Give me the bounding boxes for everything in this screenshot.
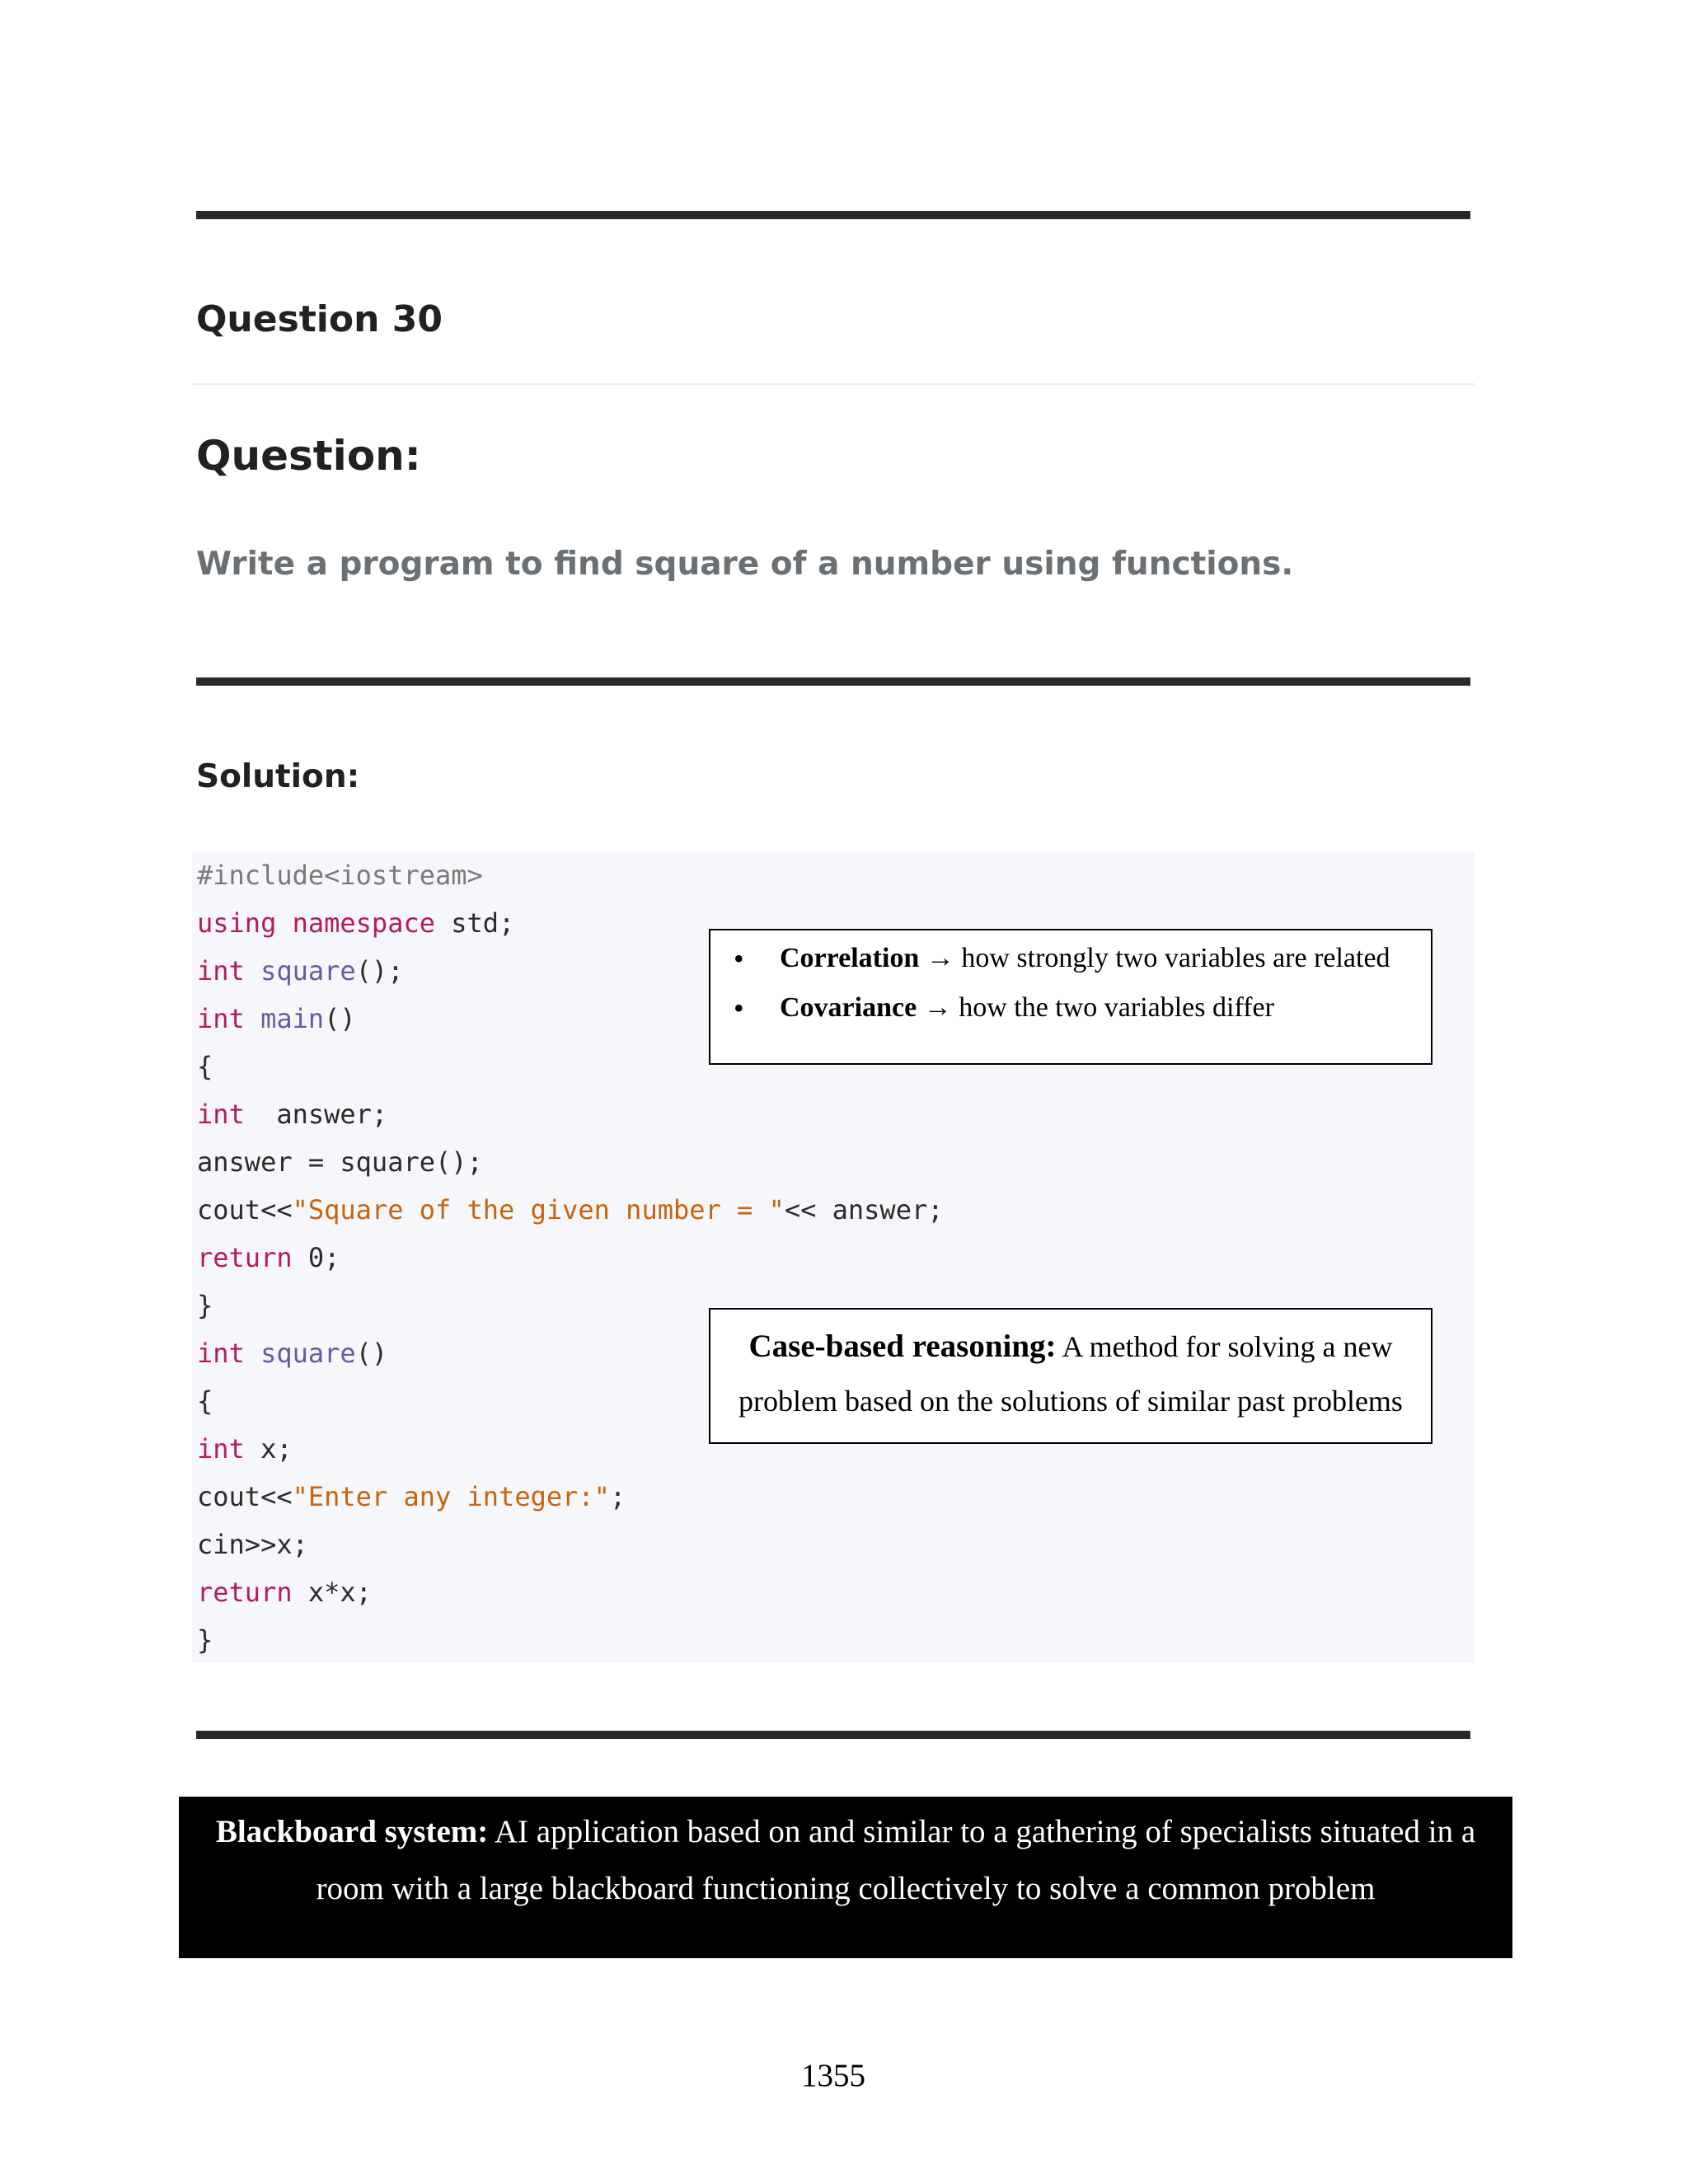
note-paragraph xyxy=(710,1310,1431,1428)
code-function: square xyxy=(260,955,356,987)
note-description: A method for solving a new problem based on the solutions of similar past problems xyxy=(738,1330,1403,1418)
list-item xyxy=(780,991,1274,1024)
code-function: square xyxy=(260,1338,356,1369)
code-line xyxy=(197,1521,308,1568)
code-text: () xyxy=(355,1338,388,1369)
arrow-icon: → xyxy=(917,992,959,1023)
note-term: Correlation xyxy=(780,943,920,973)
code-line xyxy=(197,851,483,899)
code-line xyxy=(197,1282,213,1329)
code-keyword: int xyxy=(197,1003,245,1034)
code-include: #include<iostream> xyxy=(197,860,483,891)
top-divider xyxy=(196,211,1470,219)
code-text: x*x; xyxy=(292,1577,372,1608)
code-line xyxy=(197,1473,626,1521)
code-line xyxy=(197,1568,372,1616)
code-line xyxy=(197,1234,340,1282)
code-keyword: int xyxy=(197,955,245,987)
code-text: << answer; xyxy=(784,1194,944,1226)
correlation-note-box xyxy=(709,929,1432,1065)
code-keyword: int xyxy=(197,1338,245,1369)
code-keyword: int xyxy=(197,1433,245,1465)
code-string: "Enter any integer:" xyxy=(292,1481,610,1512)
heading-underline xyxy=(192,383,1475,385)
banner-term: Blackboard system: xyxy=(215,1814,489,1849)
code-line xyxy=(197,1138,483,1186)
note-term: Covariance xyxy=(780,992,917,1023)
code-text: cin>>x; xyxy=(197,1529,308,1560)
question-label: Question: xyxy=(196,432,421,480)
code-line xyxy=(197,899,514,947)
code-line xyxy=(197,1186,943,1234)
solution-label: Solution: xyxy=(196,758,360,795)
code-text: 0; xyxy=(292,1242,340,1273)
question-text: Write a program to find square of a number using functions. xyxy=(196,546,1294,583)
code-line xyxy=(197,947,403,995)
code-function: main xyxy=(260,1003,325,1034)
note-description: how the two variables differ xyxy=(959,992,1274,1023)
code-keyword: using xyxy=(197,907,277,939)
banner-paragraph xyxy=(179,1797,1512,1917)
code-text: x; xyxy=(244,1433,293,1465)
code-string: "Square of the given number = " xyxy=(292,1194,785,1226)
question-divider xyxy=(196,677,1470,686)
note-term: Case-based reasoning: xyxy=(748,1329,1057,1364)
arrow-icon: → xyxy=(919,943,962,973)
code-line xyxy=(197,1329,387,1377)
code-line xyxy=(197,1377,213,1425)
code-line xyxy=(197,1616,213,1664)
code-text: } xyxy=(197,1290,213,1321)
code-keyword: int xyxy=(197,1099,245,1130)
page-number: 1355 xyxy=(801,2058,865,2093)
code-keyword: return xyxy=(197,1577,293,1608)
code-text: ; xyxy=(609,1481,626,1512)
code-line xyxy=(197,1043,213,1090)
code-text: std; xyxy=(434,907,515,939)
code-line xyxy=(197,995,356,1043)
question-number: Question 30 xyxy=(196,298,443,340)
code-text: { xyxy=(197,1385,213,1417)
blackboard-system-banner xyxy=(179,1797,1512,1958)
list-item xyxy=(780,942,1390,975)
code-text: answer = square(); xyxy=(197,1146,483,1178)
code-text: (); xyxy=(355,955,404,987)
code-keyword: return xyxy=(197,1242,293,1273)
code-line xyxy=(197,1090,387,1138)
solution-divider xyxy=(196,1731,1470,1739)
banner-description: AI application based on and similar to a gathering of specialists situated in a room with a large blackboard functioning collectively to solve a common problem xyxy=(316,1814,1476,1906)
code-text: cout<< xyxy=(197,1481,293,1512)
code-text: } xyxy=(197,1624,213,1656)
code-text: () xyxy=(324,1003,356,1034)
code-text: cout<< xyxy=(197,1194,293,1226)
case-based-reasoning-note-box xyxy=(709,1308,1432,1444)
code-keyword: namespace xyxy=(292,907,435,939)
note-description: how strongly two variables are related xyxy=(961,943,1390,973)
code-line xyxy=(197,1425,293,1473)
code-text: answer; xyxy=(244,1099,388,1130)
code-text: { xyxy=(197,1051,213,1082)
